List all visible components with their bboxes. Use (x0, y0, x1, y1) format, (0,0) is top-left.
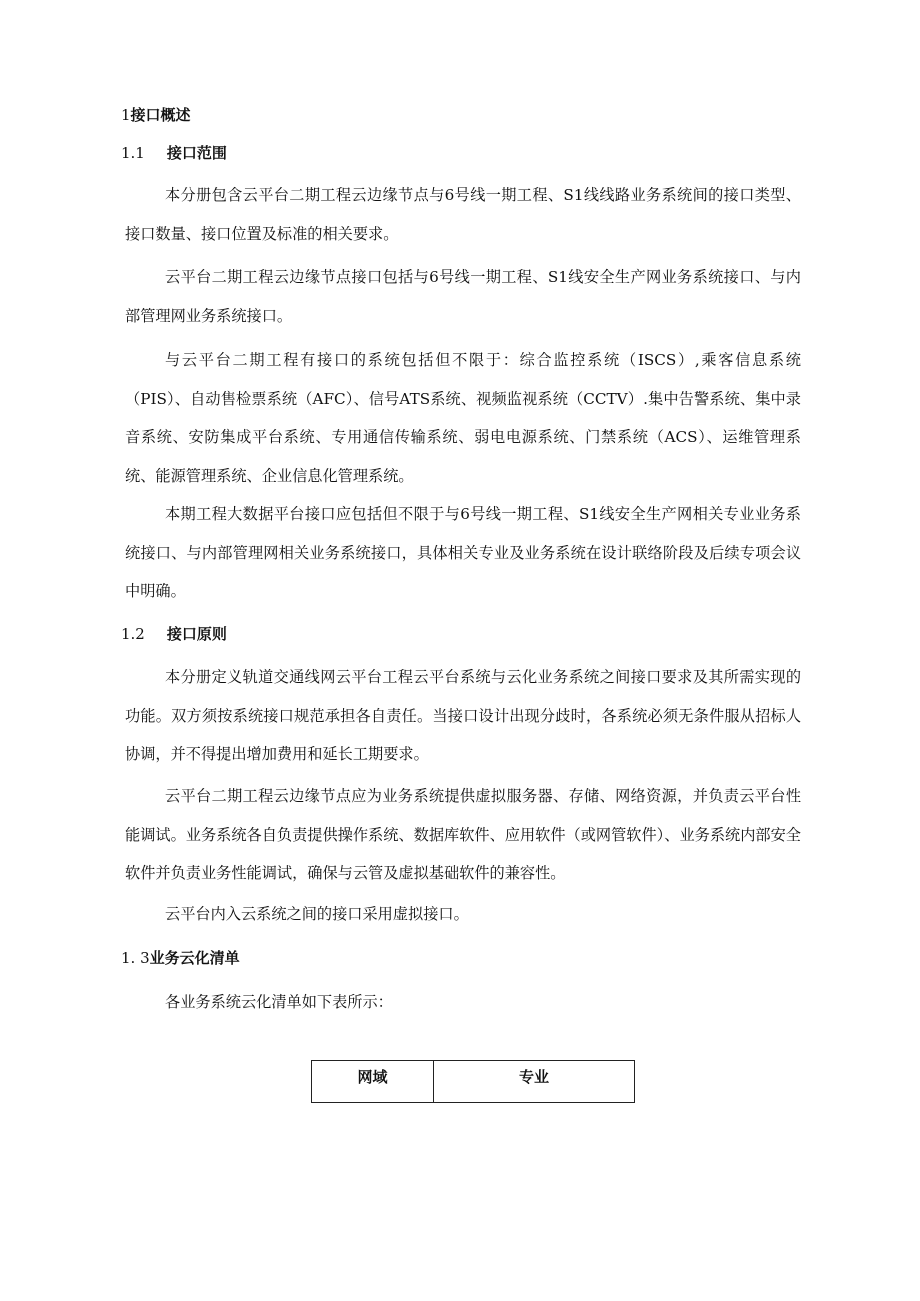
section-number: 1. 3 (121, 949, 150, 967)
chapter-number: 1 (121, 106, 131, 124)
cloud-list-table (311, 1060, 635, 1103)
paragraph: 各业务系统云化清单如下表所示： (165, 993, 393, 1011)
paragraph: 本分册包含云平台二期工程云边缘节点与6号线一期工程、S1线线路业务系统间的接口类型、接口数量、接口位置及标准的相关要求。 (125, 186, 801, 243)
section-number: 1.1 (121, 144, 145, 162)
section-heading-1-1 (121, 143, 227, 163)
section-title: 业务云化清单 (149, 949, 240, 967)
section-title: 接口原则 (166, 625, 227, 643)
section-number: 1.2 (121, 625, 145, 643)
section-title: 接口范围 (166, 144, 227, 162)
chapter-heading (121, 105, 191, 125)
paragraph: 本期工程大数据平台接口应包括但不限于与6号线一期工程、S1线安全生产网相关专业业务系统接口、与内部管理网相关业务系统接口，具体相关专业及业务系统在设计联络阶段及后续专项会议中明确。 (125, 505, 801, 600)
chapter-title: 接口概述 (130, 106, 191, 124)
section-heading-1-2 (121, 624, 227, 644)
table-header-specialty: 专业 (434, 1061, 635, 1103)
paragraph: 云平台二期工程云边缘节点应为业务系统提供虚拟服务器、存储、网络资源，并负责云平台性能调试。业务系统各自负责提供操作系统、数据库软件、应用软件（或网管软件）、业务系统内部安全软件并负责业务性能调试，确保与云管及虚拟基础软件的兼容性。 (125, 787, 801, 882)
paragraph: 与云平台二期工程有接口的系统包括但不限于：综合监控系统（ISCS）,乘客信息系统（PIS）、自动售检票系统（AFC）、信号ATS系统、视频监视系统（CCTV）.集中告警系统、集中录音系统、安防集成平台系统、专用通信传输系统、弱电电源系统、门禁系统（ACS）、运维管理系统、能源管理系统、企业信息化管理系统。 (125, 351, 801, 485)
table-header-row (312, 1061, 635, 1103)
section-heading-1-3 (121, 948, 240, 968)
table-header-domain: 网域 (312, 1061, 434, 1103)
paragraph: 本分册定义轨道交通线网云平台工程云平台系统与云化业务系统之间接口要求及其所需实现的功能。双方须按系统接口规范承担各自责任。当接口设计出现分歧时，各系统必须无条件服从招标人协调，并不得提出增加费用和延长工期要求。 (125, 668, 801, 763)
paragraph: 云平台内入云系统之间的接口采用虚拟接口。 (165, 905, 469, 923)
paragraph: 云平台二期工程云边缘节点接口包括与6号线一期工程、S1线安全生产网业务系统接口、与内部管理网业务系统接口。 (125, 268, 801, 325)
